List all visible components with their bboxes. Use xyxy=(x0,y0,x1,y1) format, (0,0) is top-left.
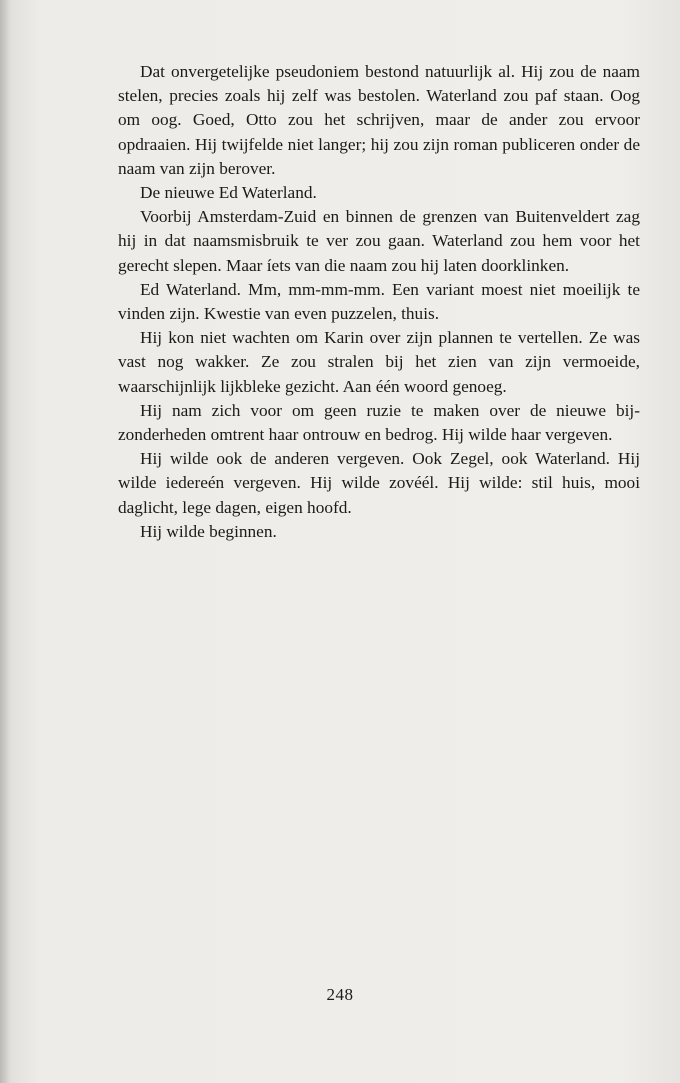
paragraph: De nieuwe Ed Waterland. xyxy=(140,183,317,203)
paragraph: Dat onvergetelijke pseudoniem bestond natuurlijk al. Hij zou de naam stelen, precies zoals hij zelf was bestolen. Waterland zou paf staan. Oog om oog. Goed, Otto zou het schrijven, maar de ander zou ervoor opdraaien. Hij twijfelde niet langer; hij zou zijn roman publiceren onder de naam van zijn berover. xyxy=(118,62,640,178)
body-text xyxy=(118,60,640,544)
paragraph: Ed Waterland. Mm, mm-mm-mm. Een variant moest niet moeilijk te vinden zijn. Kwestie van even puzzelen, thuis. xyxy=(118,279,640,324)
spine-shadow xyxy=(0,0,10,1083)
paragraph: Hij wilde beginnen. xyxy=(140,521,277,541)
paragraph: Hij nam zich voor om geen ruzie te maken over de nieuwe bijzonderheden omtrent haar ontrouw en bedrog. Hij wilde haar vergeven. xyxy=(118,400,640,445)
paragraph: Hij kon niet wachten om Karin over zijn plannen te vertellen. Ze was vast nog wakker. Ze zou stralen bij het zien van zijn vermoeide, waarschijnlijk lijkbleke gezicht. Aan één woord genoeg. xyxy=(118,328,640,396)
paragraph: Voorbij Amsterdam-Zuid en binnen de grenzen van Buitenveldert zag hij in dat naamsmisbruik te ver zou gaan. Waterland zou hem voor het gerecht slepen. Maar íets van die naam zou hij laten doorklinken. xyxy=(118,207,640,275)
paragraph: Hij wilde ook de anderen vergeven. Ook Zegel, ook Waterland. Hij wilde iedereén vergeven. Hij wilde zovéél. Hij wilde: stil huis, mooi daglicht, lege dagen, eigen hoofd. xyxy=(118,449,640,517)
page-number: 248 xyxy=(326,985,354,1004)
